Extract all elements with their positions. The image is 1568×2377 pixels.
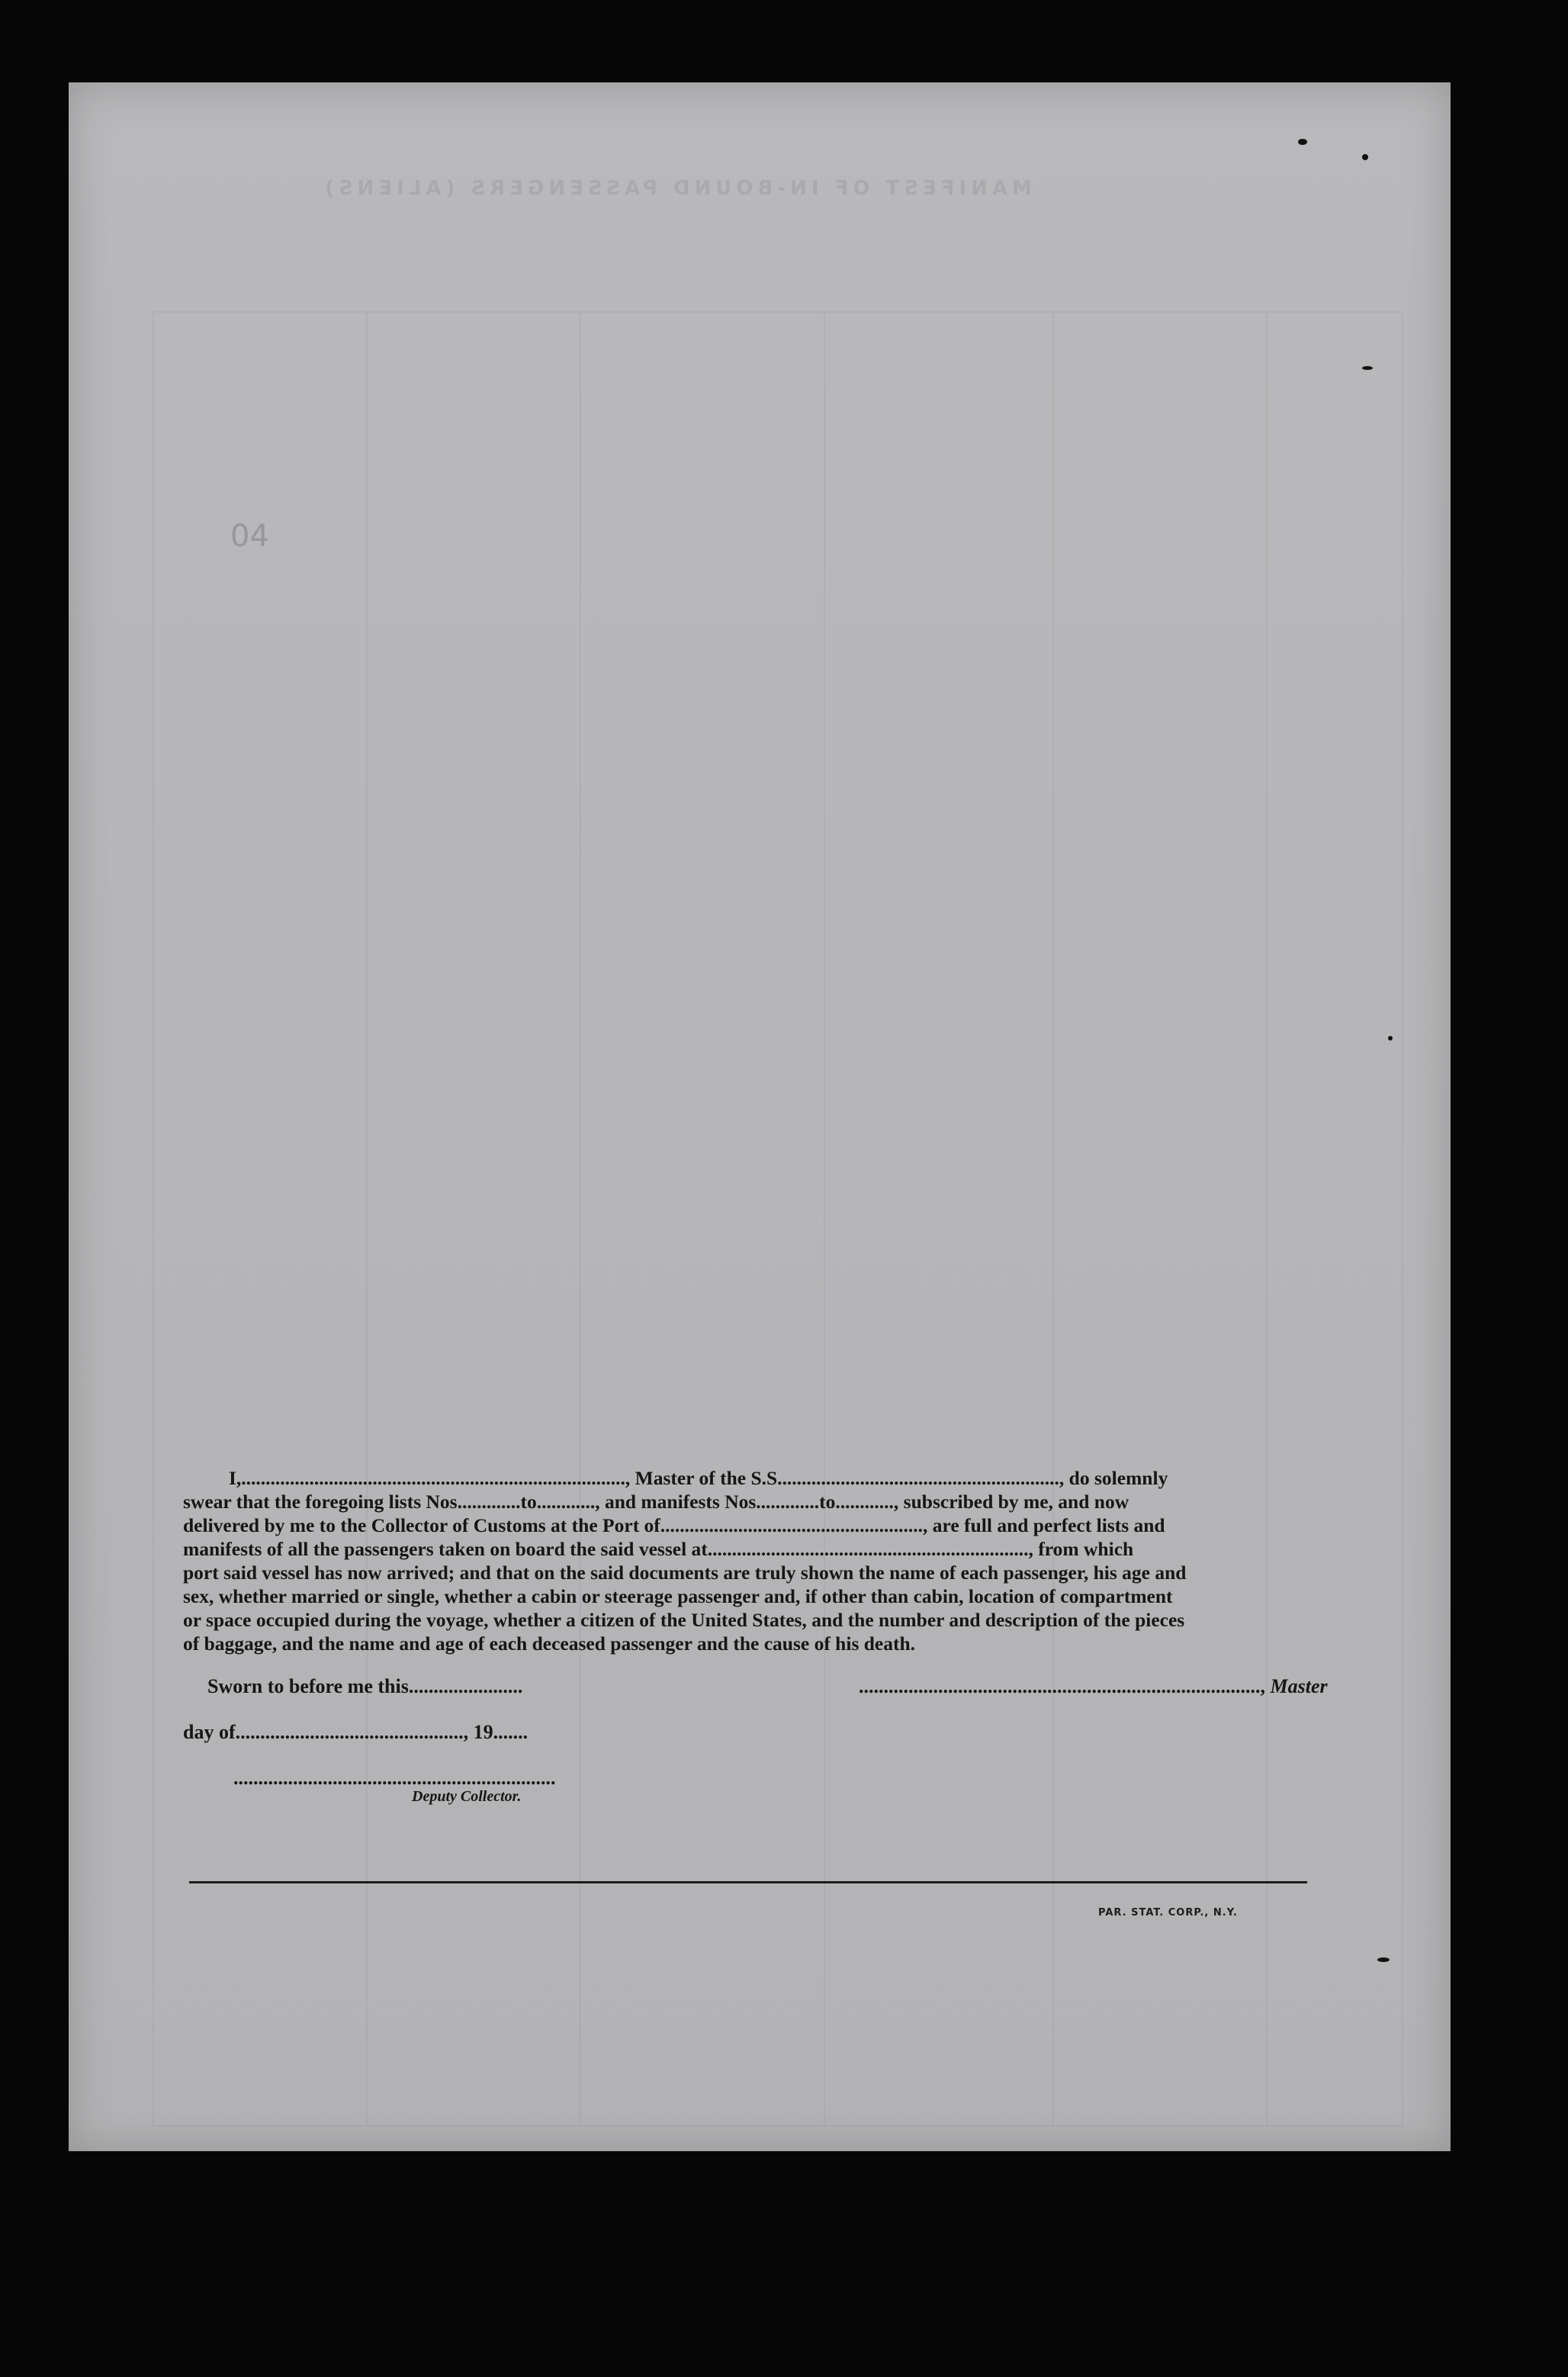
scan-speck [1298,139,1307,145]
oath-line: or space occupied during the voyage, whether a citizen of the United States, and the number and description of the pieces [183,1609,1185,1631]
master-oath [183,1466,1318,1655]
master-label: Master [1270,1675,1328,1697]
oath-line: I,..............................................................................., Master of the S.S.........................................................., do solemnly [229,1467,1168,1489]
bleed-through-title: MANIFEST OF IN-BOUND PASSENGERS (ALIENS) [320,177,1032,200]
stamp-number: 04 [230,519,269,554]
scan-speck [1362,366,1373,370]
day-of-line: day of.............................................., 19....... [183,1721,529,1743]
oath-line: of baggage, and the name and age of each deceased passenger and the cause of his death. [183,1632,916,1655]
deputy-signature-line: ................................................................. [233,1767,556,1789]
sworn-line: Sworn to before me this....................... [207,1675,523,1697]
scan-speck [1388,1036,1393,1041]
master-signature-line [859,1675,1328,1698]
oath-line: port said vessel has now arrived; and that on the said documents are truly shown the name of each passenger, his age and [183,1562,1187,1584]
horizontal-rule [189,1881,1307,1883]
printer-mark: PAR. STAT. CORP., N.Y. [1098,1907,1238,1919]
deputy-collector-label: Deputy Collector. [412,1788,522,1805]
manifest-page [69,82,1451,2151]
oath-line: sex, whether married or single, whether a cabin or steerage passenger and, if other than cabin, location of compartment [183,1585,1173,1607]
oath-line: manifests of all the passengers taken on board the said vessel at.................................................................., from which [183,1538,1134,1560]
master-signature-dots: ................................................................................., [859,1675,1265,1697]
oath-line: delivered by me to the Collector of Customs at the Port of......................................................, are full and perfect lists and [183,1514,1165,1536]
oath-line: swear that the foregoing lists Nos.............to............, and manifests Nos.............to............, subscribed by me, and now [183,1491,1129,1513]
scan-speck [1377,1957,1390,1962]
bleed-through-grid [153,311,1403,2127]
scan-speck [1362,154,1368,160]
